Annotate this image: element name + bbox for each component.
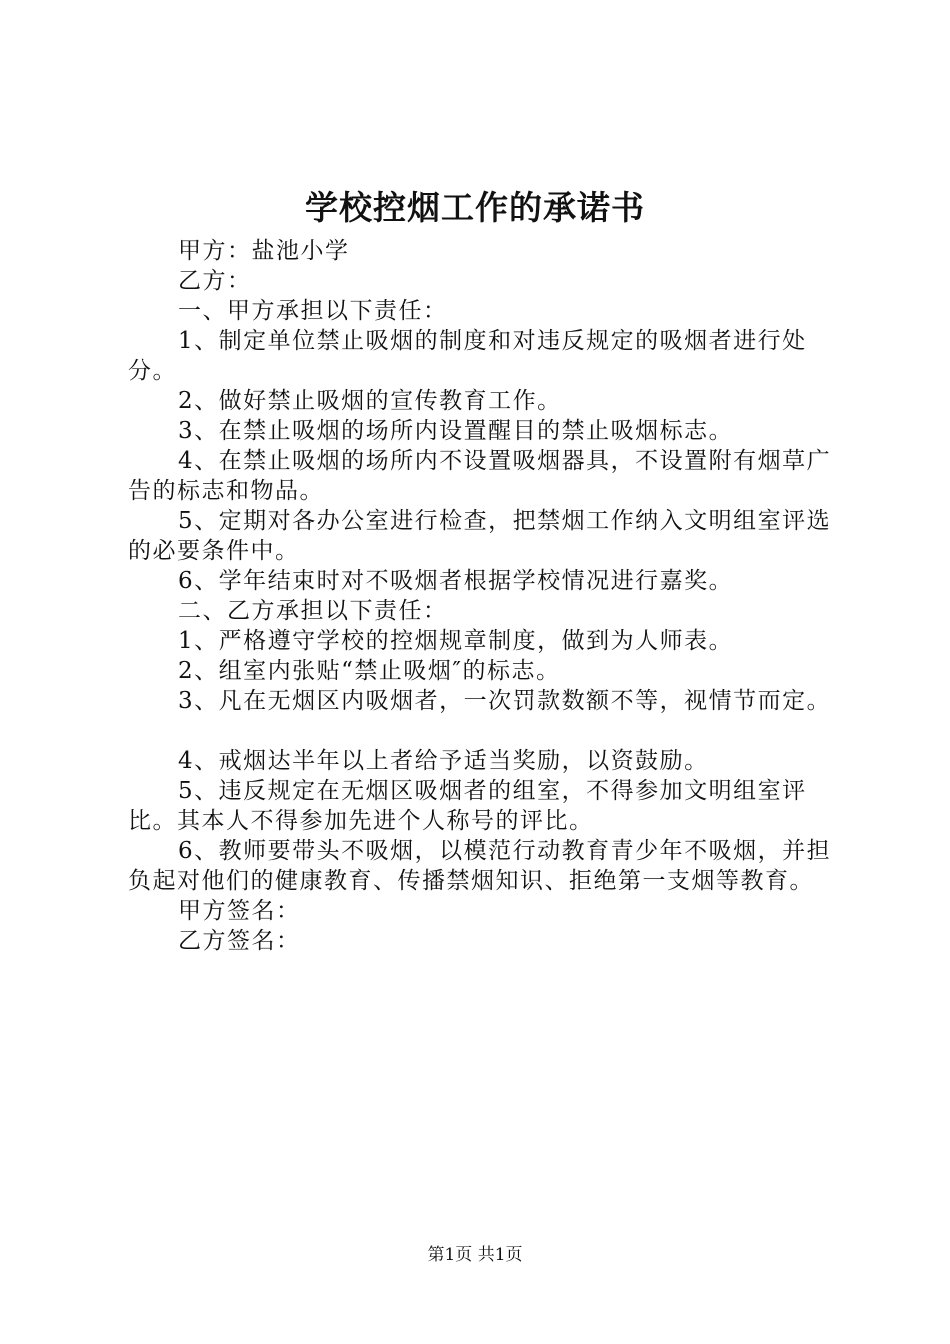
- party-b-item-4: 4、戒烟达半年以上者给予适当奖励，以资鼓励。: [178, 748, 709, 774]
- page-number-footer: 第1页 共1页: [427, 1245, 523, 1265]
- section-heading-party-a: 一、甲方承担以下责任：: [178, 298, 448, 324]
- party-b-item-1: 1、严格遵守学校的控烟规章制度，做到为人师表。: [178, 628, 734, 654]
- document-title: 学校控烟工作的承诺书: [305, 188, 645, 227]
- section-heading-party-b: 二、乙方承担以下责任：: [178, 598, 448, 624]
- document-body: [128, 236, 848, 956]
- party-b-item-6: 6、教师要带头不吸烟，以模范行动教育青少年不吸烟，并担负起对他们的健康教育、传播禁烟知识、拒绝第一支烟等教育。: [128, 838, 832, 894]
- blank-line: [128, 716, 848, 746]
- party-a-item-2: 2、做好禁止吸烟的宣传教育工作。: [178, 388, 562, 414]
- party-b-item-2: 2、组室内张贴“禁止吸烟″的标志。: [178, 658, 561, 684]
- party-b-signature: 乙方签名：: [178, 928, 301, 954]
- party-a-line: 甲方：盐池小学: [178, 238, 350, 264]
- party-a-item-3: 3、在禁止吸烟的场所内设置醒目的禁止吸烟标志。: [178, 418, 734, 444]
- party-a-item-1: 1、制定单位禁止吸烟的制度和对违反规定的吸烟者进行处分。: [128, 328, 807, 384]
- party-a-item-4: 4、在禁止吸烟的场所内不设置吸烟器具，不设置附有烟草广告的标志和物品。: [128, 448, 832, 504]
- party-a-item-6: 6、学年结束时对不吸烟者根据学校情况进行嘉奖。: [178, 568, 734, 594]
- party-a-item-5: 5、定期对各办公室进行检查，把禁烟工作纳入文明组室评选的必要条件中。: [128, 508, 832, 564]
- party-b-item-3: 3、凡在无烟区内吸烟者，一次罚款数额不等，视情节而定。: [178, 688, 832, 714]
- party-b-item-5: 5、违反规定在无烟区吸烟者的组室，不得参加文明组室评比。其本人不得参加先进个人称号的评比。: [128, 778, 807, 834]
- party-b-line: 乙方：: [178, 268, 252, 294]
- party-a-signature: 甲方签名：: [178, 898, 301, 924]
